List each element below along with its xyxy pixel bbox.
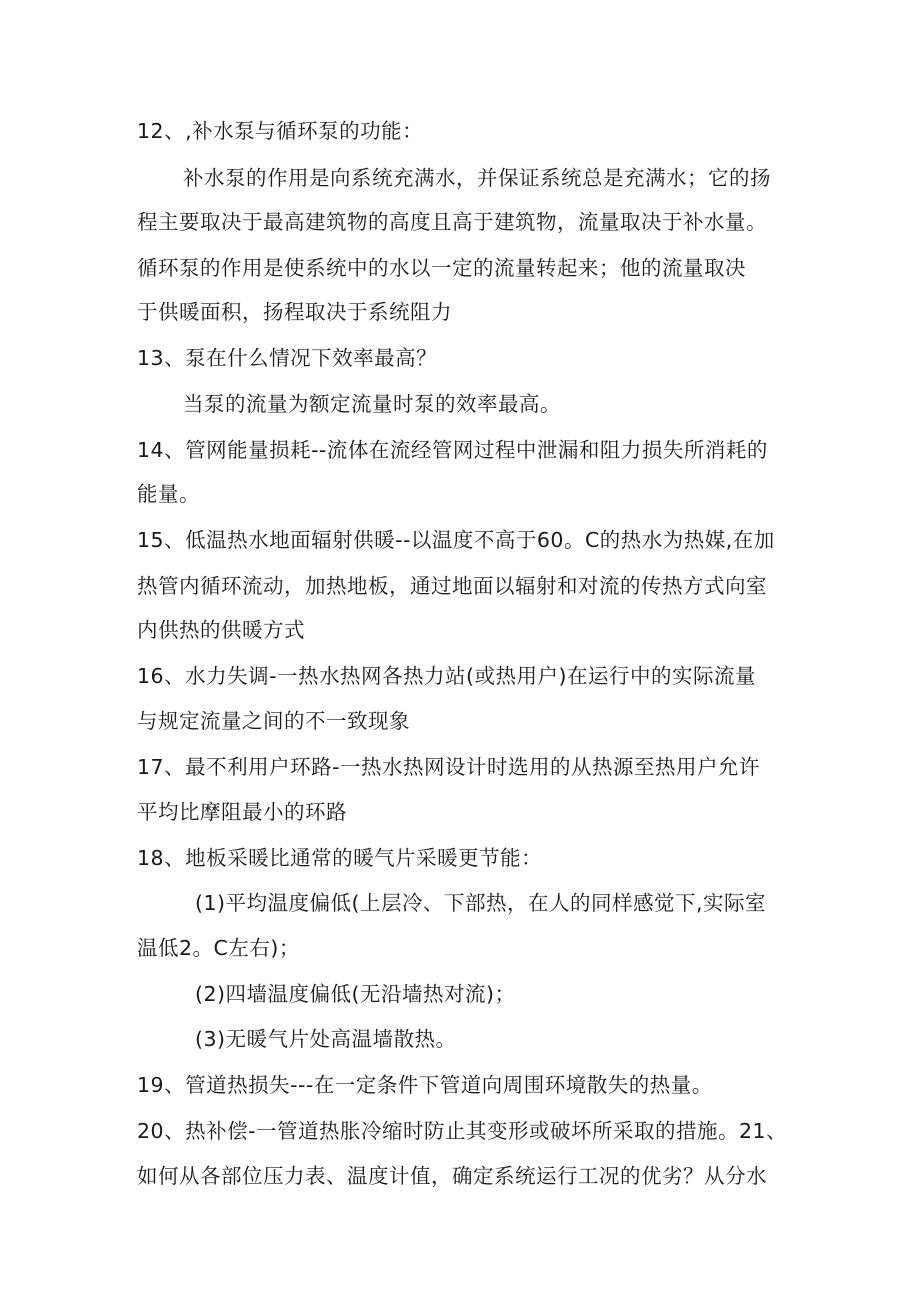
text-line: 循环泵的作用是使系统中的水以一定的流量转起来；他的流量取决	[137, 256, 746, 280]
text-line: (3)无暖气片处高温墙散热。	[195, 1027, 457, 1051]
text-line: 18、地板采暖比通常的暖气片采暖更节能：	[137, 846, 543, 870]
text-line: 当泵的流量为额定流量时泵的效率最高。	[183, 392, 561, 416]
text-line: 内供热的供暖方式	[137, 618, 305, 642]
text-line: 热管内循环流动，加热地板，通过地面以辐射和对流的传热方式向室	[137, 574, 767, 598]
text-line: 12、,补水泵与循环泵的功能：	[137, 119, 424, 143]
text-line: 13、泵在什么情况下效率最高？	[137, 346, 438, 370]
text-line: (1)平均温度偏低(上层冷、下部热，在人的同样感觉下,实际室	[195, 891, 767, 915]
text-line: 与规定流量之间的不一致现象	[137, 709, 410, 733]
text-line: 平均比摩阻最小的环路	[137, 800, 347, 824]
text-line: 20、热补偿-一管道热胀冷缩时防止其变形或破坏所采取的措施。21、	[137, 1119, 788, 1143]
text-line: 16、水力失调-一热水热网各热力站(或热用户)在运行中的实际流量	[137, 664, 756, 688]
text-line: 15、低温热水地面辐射供暖--以温度不高于60。C的热水为热媒,在加	[137, 528, 775, 552]
text-line: 如何从各部位压力表、温度计值，确定系统运行工况的优劣？从分水	[137, 1164, 767, 1188]
text-line: 能量。	[137, 482, 200, 506]
text-line: (2)四墙温度偏低(无沿墙热对流)；	[195, 982, 516, 1006]
text-line: 于供暖面积，扬程取决于系统阻力	[137, 300, 452, 324]
text-line: 程主要取决于最高建筑物的高度且高于建筑物，流量取决于补水量。	[137, 210, 767, 234]
text-line: 17、最不利用户环路-一热水热网设计时选用的从热源至热用户允许	[137, 755, 760, 779]
text-line: 14、管网能量损耗--流体在流经管网过程中泄漏和阻力损失所消耗的	[137, 438, 768, 462]
text-line: 19、管道热损失---在一定条件下管道向周围环境散失的热量。	[137, 1073, 713, 1097]
text-line: 补水泵的作用是向系统充满水，并保证系统总是充满水；它的扬	[183, 166, 771, 190]
text-line: 温低2。C左右)；	[137, 936, 300, 960]
